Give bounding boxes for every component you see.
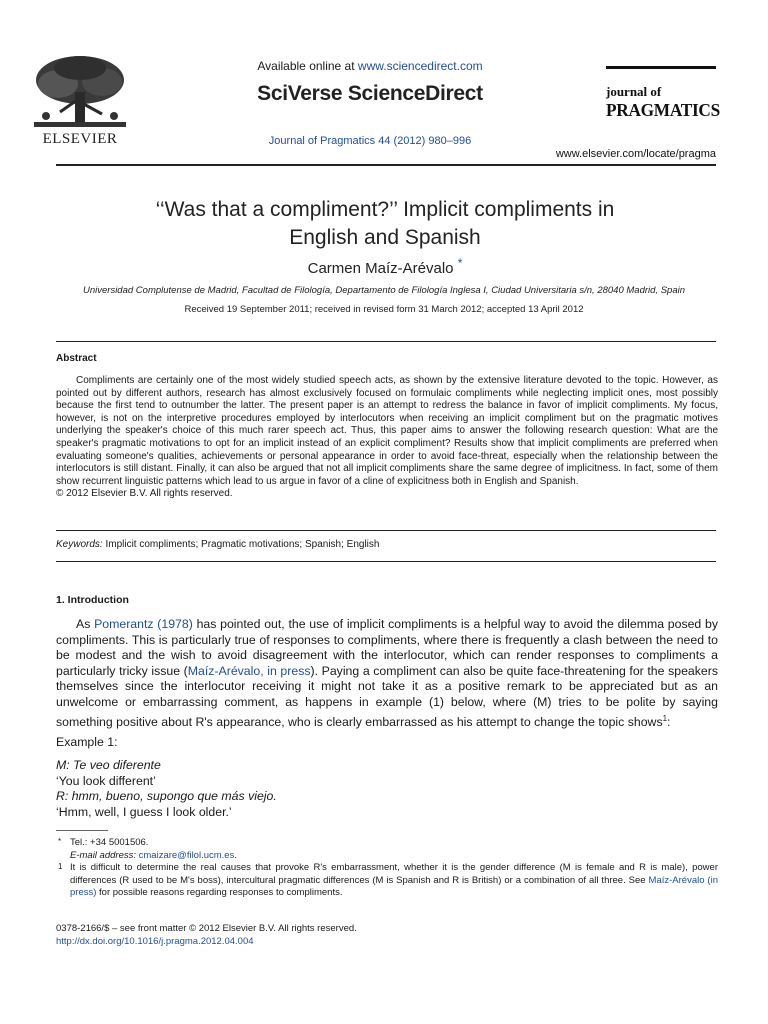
footnote-divider xyxy=(56,830,108,831)
footnote-star-mark: * xyxy=(58,837,62,846)
footnote-author-email xyxy=(56,850,718,863)
reference-link-pomerantz[interactable]: Pomerantz (1978) xyxy=(94,617,193,631)
email-period: . xyxy=(234,849,237,861)
intro-text-start: As xyxy=(76,617,95,631)
keywords-line xyxy=(56,539,718,550)
example-dialogue xyxy=(56,758,277,820)
footnote-1-text: It is difficult to determine the real causes that provoke R's embarrassment, whether it is the gender difference (M is female and R is male), power differences (R used to be M's boss), intercultural pragmatic differences (M is Spanish and R is British) or a combination of all three. See xyxy=(70,862,718,886)
section-heading-introduction: 1. Introduction xyxy=(56,594,129,606)
example-label: Example 1: xyxy=(56,735,118,749)
article-title xyxy=(90,196,680,252)
publisher-name: ELSEVIER xyxy=(42,131,118,147)
sciencedirect-link[interactable]: www.sciencedirect.com xyxy=(357,59,483,73)
author-footnote-mark[interactable]: * xyxy=(457,256,463,270)
intro-text-mid-1: has pointed out, the use of implicit compliments is a helpful way to avoid the dilemma posed by compliments. This is particularly true of responses to compliments, where there is frequently a clash between the need to be modest and the wish to avoid disagreement with the interlocutor, which can render responses to compliments a particularly tricky issue ( xyxy=(56,617,718,678)
footnotes xyxy=(56,837,718,900)
received-dates: Received 19 September 2011; received in revised form 31 March 2012; accepted 13 April 2012 xyxy=(184,304,584,315)
keywords-label: Keywords: xyxy=(56,539,103,550)
keywords-bottom-divider xyxy=(56,561,716,562)
author-line xyxy=(90,256,680,277)
footnote-author-tel xyxy=(56,837,718,850)
author-name: Carmen Maíz-Arévalo xyxy=(307,260,454,277)
title-line-2: English and Spanish xyxy=(289,226,481,249)
doi-link[interactable]: http://dx.doi.org/10.1016/j.pragma.2012.04.004 xyxy=(56,936,254,947)
author-affiliation: Universidad Complutense de Madrid, Facultad de Filología, Departamento de Filología Inglesa I, Ciudad Universitaria s/n, 28040 Madrid, Spain xyxy=(83,285,685,296)
journal-logo-name: PRAGMATICS xyxy=(606,100,720,120)
example-line-3: R: hmm, bueno, supongo que más viejo. xyxy=(56,789,277,804)
footnote-1-mark: 1 xyxy=(58,862,63,871)
abstract-top-divider xyxy=(56,341,716,342)
example-line-2: ‘You look different’ xyxy=(56,773,156,788)
abstract-text: Compliments are certainly one of the most widely studied speech acts, as shown by the extensive literature devoted to the topic. However, as pointed out by different authors, research has almost exclusively focused on formulaic compliments while neglecting implicit ones, most possibly because the first tend to outnumber the latter. The present paper is an attempt to redress the balance in favor of implicit compliments. My focus, however, is not on the interpretive procedures employed by interlocutors when receiving an implicit compliment but on the pragmatic motives underlying the speaker's choice of this much rarer speech act. Thus, this paper aims to answer the following research question: What are the speaker's pragmatic motivations to opt for an implicit instead of an explicit compliment? Results show that implicit compliments are preferred when evaluating someone's qualities, achievements or personal appearance in order to avoid face-threat, especially when the relationship between the interlocutors is still distant. Finally, it can also be argued that not all implicit compliments share the same degree of implicitness. In fact, some of them show recurrent linguistic patterns which lead to us argue in favor of a cline of explicitness both in English and Spanish. xyxy=(56,375,718,487)
intro-text-end: : xyxy=(667,714,671,729)
intro-text-mid-2: ). Paying a compliment can also be quite face-threatening for the speakers themselves since the interlocutor receiving it might not take it as a positive remark to be appreciated but as an unwelcome or embarrassing comment, as happens in example (1) below, where (M) tries to be polite by saying something positive about R's appearance, who is clearly embarrassed as his attempt to change the topic shows xyxy=(56,663,718,729)
footnote-1-reference-link[interactable]: Maíz-Arévalo (in press) xyxy=(70,874,718,898)
front-matter-footer xyxy=(56,922,357,948)
example-line-4: ‘Hmm, well, I guess I look older.’ xyxy=(56,804,232,819)
abstract-body xyxy=(56,375,718,501)
abstract-heading: Abstract xyxy=(56,353,97,364)
journal-citation[interactable]: Journal of Pragmatics 44 (2012) 980–996 xyxy=(268,135,472,147)
platform-brand: SciVerse ScienceDirect xyxy=(257,82,483,105)
available-prefix: Available online at xyxy=(257,59,358,73)
journal-logo-prefix: journal of xyxy=(606,84,662,99)
author-email-link[interactable]: cmaizare@filol.ucm.es xyxy=(138,849,235,861)
issn-line: 0378-2166/$ – see front matter © 2012 Elsevier B.V. All rights reserved. xyxy=(56,923,357,934)
reference-link-maiz-arevalo[interactable]: Maíz-Arévalo, in press xyxy=(187,663,311,678)
footnote-1 xyxy=(56,862,718,900)
title-line-1: ‘‘Was that a compliment?’’ Implicit compliments in xyxy=(155,198,615,221)
author-telephone: Tel.: +34 5001506. xyxy=(70,837,149,848)
journal-logo-rule xyxy=(606,66,716,69)
header-divider xyxy=(56,164,716,166)
keywords-top-divider xyxy=(56,530,716,531)
abstract-copyright: © 2012 Elsevier B.V. All rights reserved. xyxy=(56,488,233,500)
available-online-line xyxy=(160,59,580,73)
journal-url[interactable]: www.elsevier.com/locate/pragma xyxy=(555,148,716,160)
example-line-1: M: Te veo diferente xyxy=(56,758,161,772)
introduction-paragraph xyxy=(56,617,718,730)
email-label: E-mail address: xyxy=(70,849,136,861)
keywords-list: Implicit compliments; Pragmatic motivations; Spanish; English xyxy=(105,539,380,550)
footnote-ref-1[interactable]: 1 xyxy=(662,713,668,723)
footnote-1-text-end: for possible reasons regarding responses to compliments. xyxy=(96,887,343,898)
